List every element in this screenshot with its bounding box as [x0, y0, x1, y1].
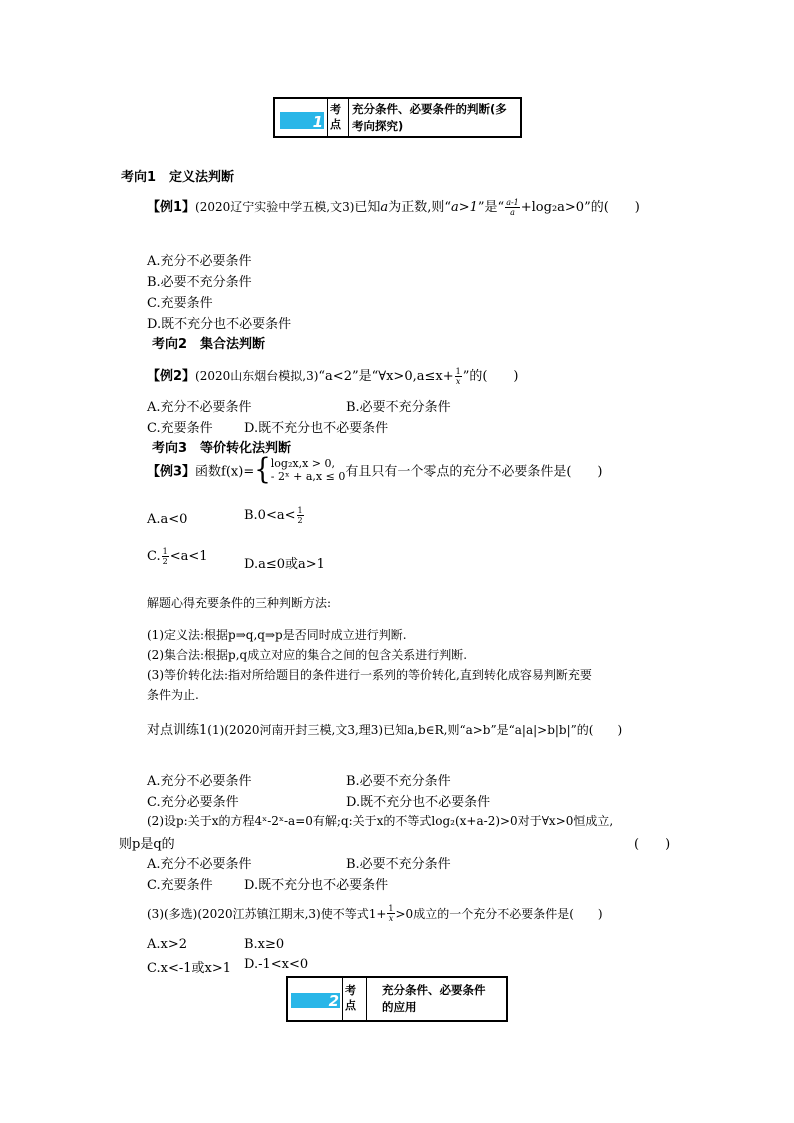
example-1-cond: a>1 [450, 200, 478, 215]
practice-q2-line-1: (2)设p:关于x的方程4ˣ-2ˣ-a=0有解;q:关于x的不等式log₂(x+a-2)>0对于∀x>0恒成立, [147, 814, 614, 828]
example-1-stem [147, 196, 640, 217]
practice-q1-stem [147, 719, 622, 738]
practice-q3-text-a: (3)(多选)(2020江苏镇江期末,3)使不等式1+ [147, 907, 387, 921]
example-3-option-a: A.a<0 [147, 512, 188, 527]
example-2-text-b: ”的( ) [462, 369, 519, 384]
practice-q2-line-2: 则p是q的 [119, 837, 175, 852]
example-1-text-d: +log₂a>0”的( ) [520, 200, 640, 215]
example-2-option-a: A.充分不必要条件 [147, 400, 252, 415]
example-1-option-c: C.充要条件 [147, 296, 213, 311]
example-2-tag: 【例2】 [147, 369, 196, 384]
example-2-stem [147, 365, 519, 386]
kaodian-2-header [286, 976, 508, 1022]
example-3-option-c-den: 2 [162, 557, 168, 566]
example-1-text-b: 为正数,则“ [388, 200, 451, 215]
example-1-frac-num: a-1 [506, 198, 519, 207]
practice-q2-paren: ( ) [634, 837, 671, 852]
practice-q3-option-a: A.x>2 [147, 937, 188, 952]
kaodian-2-badge [291, 993, 340, 1008]
kaodian-1-number: 1 [312, 113, 323, 131]
example-2-fraction [455, 367, 462, 386]
example-1-text-c: ”是“ [477, 200, 505, 215]
example-2-frac-num: 1 [455, 367, 461, 376]
example-3-option-c-post: <a<1 [169, 549, 208, 564]
example-1-text-a: 已知 [354, 200, 381, 215]
example-3-option-b-num: 1 [297, 506, 303, 515]
kaoxiang-3-heading: 考向3 等价转化法判断 [152, 441, 292, 456]
example-3-option-c [147, 547, 208, 566]
practice-q1-option-a: A.充分不必要条件 [147, 774, 252, 789]
example-3-piecewise [271, 457, 346, 483]
example-3-text-b: 有且只有一个零点的充分不必要条件是( ) [345, 464, 603, 480]
kaodian-1-header [273, 97, 522, 138]
example-2-option-d: D.既不充分也不必要条件 [244, 421, 389, 436]
example-3-brace: { [254, 453, 271, 487]
example-1-option-a: A.充分不必要条件 [147, 254, 252, 269]
example-3-option-b-den: 2 [297, 516, 303, 525]
kaodian-1-title: 充分条件、必要条件的判断(多考向探究) [352, 102, 507, 133]
practice-q1-option-c: C.充分必要条件 [147, 795, 239, 810]
tips-item-3-line-1: (3)等价转化法:指对所给题目的条件进行一系列的等价转化,直到转化成容易判断充要 [147, 668, 592, 682]
kaodian-2-number: 2 [328, 992, 339, 1010]
example-2-frac-den: x [455, 377, 461, 386]
practice-q1-option-d: D.既不充分也不必要条件 [346, 795, 491, 810]
practice-q3-option-c: C.x<-1或x>1 [147, 961, 231, 976]
practice-q1-text: (1)(2020河南开封三模,文3,理3)已知a,b∈R,则“a>b”是“a|a|>b|b|”的( ) [207, 723, 623, 737]
practice-q3-option-d: D.-1<x<0 [244, 957, 309, 972]
example-3-option-b [244, 506, 305, 525]
kaoxiang-1-heading: 考向1 定义法判断 [121, 170, 235, 185]
kaodian-2-title: 充分条件、必要条件的应用 [382, 983, 486, 1014]
example-1-tag: 【例1】 [147, 200, 196, 215]
example-3-piece-2: - 2ˣ + a,x ≤ 0 [270, 470, 346, 483]
kaodian-2-divider-a [342, 978, 343, 1020]
practice-q3-text-b: >0成立的一个充分不必要条件是( ) [395, 907, 603, 921]
kaodian-1-label: 考点 [330, 103, 341, 131]
practice-q1-head: 对点训练1 [147, 723, 208, 738]
practice-q3-fraction [387, 904, 394, 923]
practice-q3-frac-num: 1 [388, 904, 394, 913]
example-2-source: (2020山东烟台模拟,3) [195, 369, 319, 383]
example-2-text-a: “a<2”是“∀x>0,a≤x+ [318, 369, 454, 384]
tips-item-3-line-2: 条件为止. [147, 688, 199, 702]
example-2-option-c: C.充要条件 [147, 421, 213, 436]
example-3-option-b-frac [297, 506, 304, 525]
tips-title: 解题心得充要条件的三种判断方法: [147, 596, 332, 610]
kaodian-1-divider-a [327, 99, 328, 136]
kaodian-2-divider-b [366, 978, 367, 1020]
practice-q2-option-a: A.充分不必要条件 [147, 857, 252, 872]
example-3-text-a: 函数f(x)= [195, 464, 255, 480]
tips-item-2: (2)集合法:根据p,q成立对应的集合之间的包含关系进行判断. [147, 648, 468, 662]
example-3-option-d: D.a≤0或a>1 [244, 557, 325, 572]
practice-q2-option-d: D.既不充分也不必要条件 [244, 878, 389, 893]
practice-q3-stem [147, 904, 603, 923]
example-1-source: (2020辽宁实验中学五模,文3) [195, 200, 355, 214]
example-3-option-c-num: 1 [162, 547, 168, 556]
kaodian-1-badge [280, 112, 324, 129]
example-3-option-c-pre: C. [147, 549, 161, 564]
kaodian-2-label: 考点 [345, 984, 356, 1012]
example-1-option-d: D.既不充分也不必要条件 [147, 317, 292, 332]
example-3-tag: 【例3】 [147, 464, 196, 480]
example-3-option-b-pre: B.0<a< [244, 508, 296, 523]
practice-q3-option-b: B.x≥0 [244, 937, 285, 952]
practice-q2-option-b: B.必要不充分条件 [346, 857, 451, 872]
tips-item-1: (1)定义法:根据p⇒q,q⇒p是否同时成立进行判断. [147, 628, 407, 642]
example-1-frac-den: a [510, 208, 515, 217]
example-3-option-c-frac [162, 547, 169, 566]
practice-q3-frac-den: x [388, 914, 394, 923]
kaoxiang-2-heading: 考向2 集合法判断 [152, 337, 266, 352]
practice-q1-option-b: B.必要不充分条件 [346, 774, 451, 789]
example-3-piece-1: log₂x,x > 0, [270, 457, 335, 470]
practice-q2-option-c: C.充要条件 [147, 878, 213, 893]
example-1-option-b: B.必要不充分条件 [147, 275, 252, 290]
kaodian-1-divider-b [348, 99, 349, 136]
example-2-option-b: B.必要不充分条件 [346, 400, 451, 415]
example-1-var-a: a [380, 200, 389, 215]
example-1-fraction [505, 198, 520, 217]
example-3-stem [147, 453, 603, 487]
